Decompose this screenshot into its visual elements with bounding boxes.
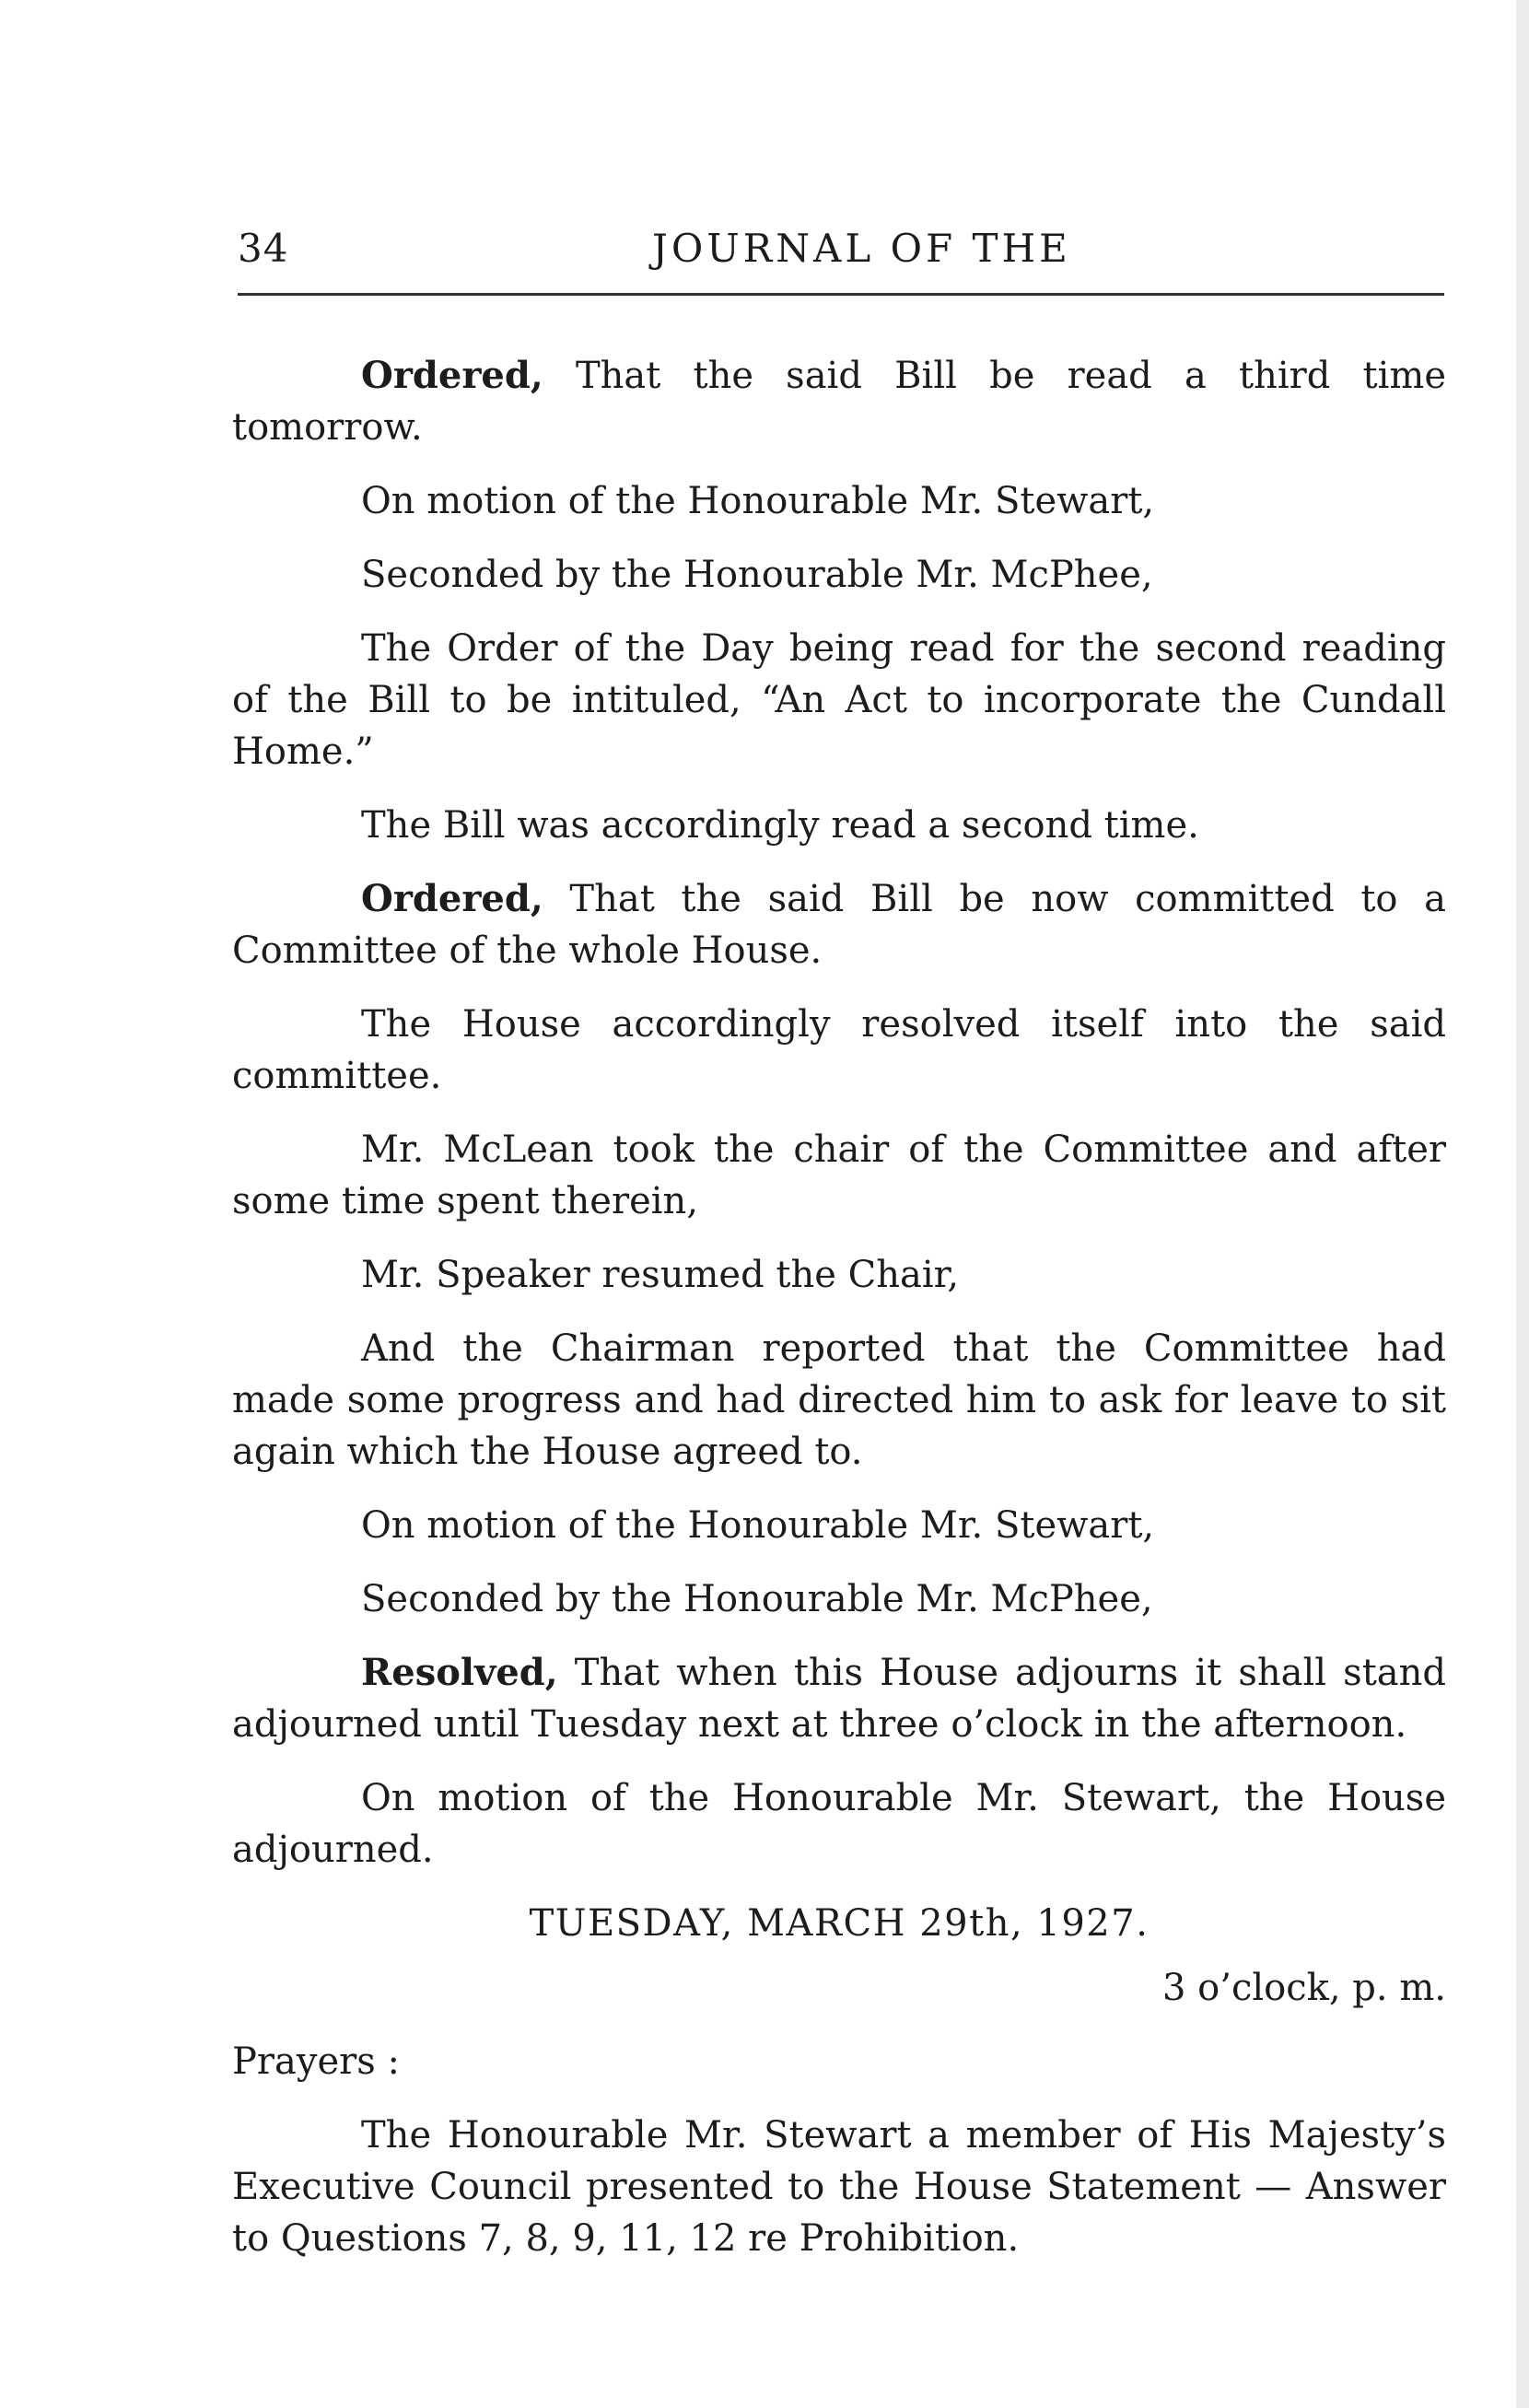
paragraph-order-of-day bbox=[232, 623, 1446, 777]
page-number: 34 bbox=[238, 226, 289, 271]
paragraph-mclean-chair bbox=[232, 1124, 1446, 1227]
paragraph-lead: Ordered, bbox=[361, 354, 543, 397]
header-rule bbox=[238, 293, 1444, 296]
paragraph-text: Mr. Speaker resumed the Chair, bbox=[361, 1254, 960, 1296]
paragraph-text: Mr. McLean took the chair of the Committee and after some time spent therein, bbox=[232, 1128, 1446, 1222]
paragraph-text: Seconded by the Honourable Mr. McPhee, bbox=[361, 1578, 1153, 1620]
date-heading: TUESDAY, MARCH 29th, 1927. bbox=[529, 1902, 1150, 1945]
journal-body bbox=[232, 350, 1446, 2286]
paragraph-house-adjourned bbox=[232, 1772, 1446, 1876]
paragraph-resolved-into-committee bbox=[232, 999, 1446, 1102]
paragraph-text: That when this House adjourns it shall stand adjourned until Tuesday next at three o’clock in the afternoon. bbox=[232, 1652, 1446, 1746]
time-line: 3 o’clock, p. m. bbox=[1162, 1967, 1446, 2009]
paragraph-text: On motion of the Honourable Mr. Stewart, bbox=[361, 480, 1155, 522]
paragraph-ordered-committee bbox=[232, 873, 1446, 976]
running-head: JOURNAL OF THE bbox=[652, 226, 1071, 271]
page-edge-shadow bbox=[1516, 0, 1529, 2408]
paragraph-text: That the said Bill be now committed to a Committee of the whole House. bbox=[232, 878, 1446, 972]
paragraph-ordered-third-reading bbox=[232, 350, 1446, 453]
paragraph-speaker-resumed bbox=[232, 1249, 1446, 1301]
paragraph-text: On motion of the Honourable Mr. Stewart, bbox=[361, 1504, 1155, 1547]
prayers-line: Prayers : bbox=[232, 2040, 400, 2083]
paragraph-second-reading bbox=[232, 800, 1446, 851]
paragraph-resolved-adjourn bbox=[232, 1647, 1446, 1750]
paragraph-motion bbox=[232, 475, 1446, 527]
paragraph-text: The Bill was accordingly read a second time. bbox=[361, 804, 1199, 847]
paragraph-text: Seconded by the Honourable Mr. McPhee, bbox=[361, 554, 1153, 596]
paragraph-text: And the Chairman reported that the Committee had made some progress and had directed him to ask for leave to sit again which the House agreed to. bbox=[232, 1327, 1446, 1473]
page-header bbox=[238, 226, 1444, 281]
paragraph-chairman-reported bbox=[232, 1323, 1446, 1478]
paragraph-seconded bbox=[232, 1573, 1446, 1625]
paragraph-lead: Ordered, bbox=[361, 877, 543, 920]
paragraph-seconded bbox=[232, 549, 1446, 601]
paragraph-text: The House accordingly resolved itself into the said committee. bbox=[232, 1003, 1446, 1097]
paragraph-text: The Order of the Day being read for the second reading of the Bill to be intituled, “An Act to incorporate the Cundall Home.” bbox=[232, 627, 1446, 773]
paragraph-statement-presented: The Honourable Mr. Stewart a member of His Majesty’s Executive Council presented to the House Statement — Answer to Questions 7, 8, 9, 11, 12 re Prohibition. bbox=[232, 2114, 1446, 2260]
paragraph-text: On motion of the Honourable Mr. Stewart, the House adjourned. bbox=[232, 1777, 1446, 1871]
paragraph-motion bbox=[232, 1500, 1446, 1551]
paragraph-text: That the said Bill be read a third time tomorrow. bbox=[232, 355, 1446, 449]
paragraph-lead: Resolved, bbox=[361, 1651, 558, 1694]
